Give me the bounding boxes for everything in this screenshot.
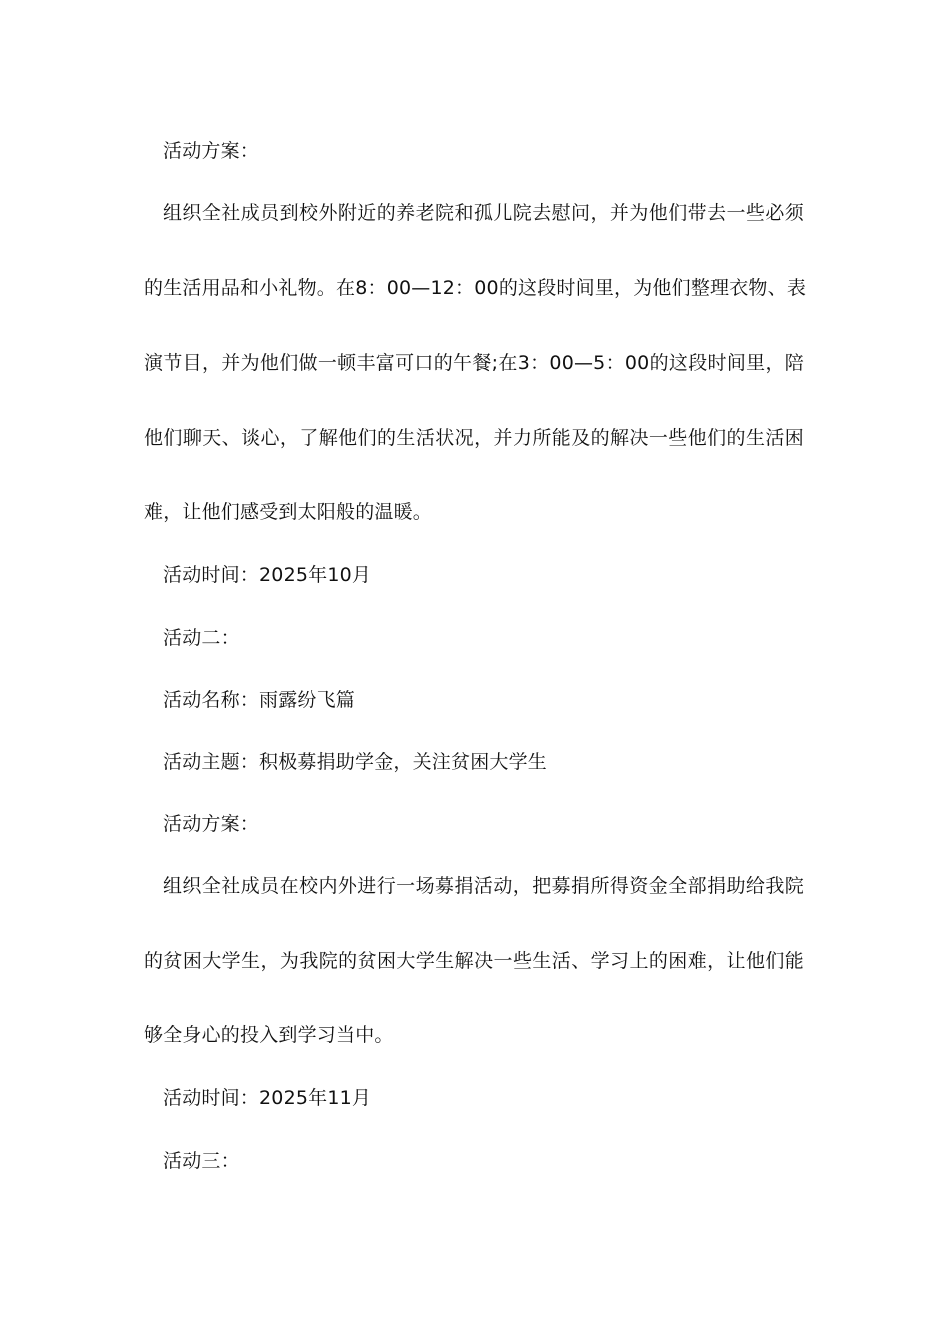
activity-time-1: 活动时间：2025年10月: [163, 564, 372, 586]
activity-plan-paragraph-2-line-1: 组织全社成员在校内外进行一场募捐活动，把募捐所得资金全部捐助给我院: [163, 875, 804, 897]
activity-plan-paragraph-2-line-3: 够全身心的投入到学习当中。: [144, 1024, 394, 1046]
activity-plan-paragraph-1-line-2: 的生活用品和小礼物。在8：00—12：00的这段时间里，为他们整理衣物、表: [144, 277, 807, 299]
activity-plan-paragraph-1-line-3: 演节目，并为他们做一顿丰富可口的午餐;在3：00—5：00的这段时间里，陪: [144, 352, 804, 374]
activity-plan-paragraph-1-line-5: 难，让他们感受到太阳般的温暖。: [144, 501, 433, 523]
activity-two-heading: 活动二：: [163, 627, 240, 649]
activity-theme: 活动主题：积极募捐助学金，关注贫困大学生: [163, 751, 548, 773]
activity-time-2: 活动时间：2025年11月: [163, 1087, 372, 1109]
activity-plan-heading-1: 活动方案：: [163, 140, 260, 162]
activity-name: 活动名称：雨露纷飞篇: [163, 689, 356, 711]
activity-plan-heading-2: 活动方案：: [163, 813, 260, 835]
activity-plan-paragraph-1-line-1: 组织全社成员到校外附近的养老院和孤儿院去慰问，并为他们带去一些必须: [163, 202, 804, 224]
activity-plan-paragraph-2-line-2: 的贫困大学生，为我院的贫困大学生解决一些生活、学习上的困难，让他们能: [144, 950, 804, 972]
activity-three-heading: 活动三：: [163, 1150, 240, 1172]
activity-plan-paragraph-1-line-4: 他们聊天、谈心，了解他们的生活状况，并力所能及的解决一些他们的生活困: [144, 427, 804, 449]
